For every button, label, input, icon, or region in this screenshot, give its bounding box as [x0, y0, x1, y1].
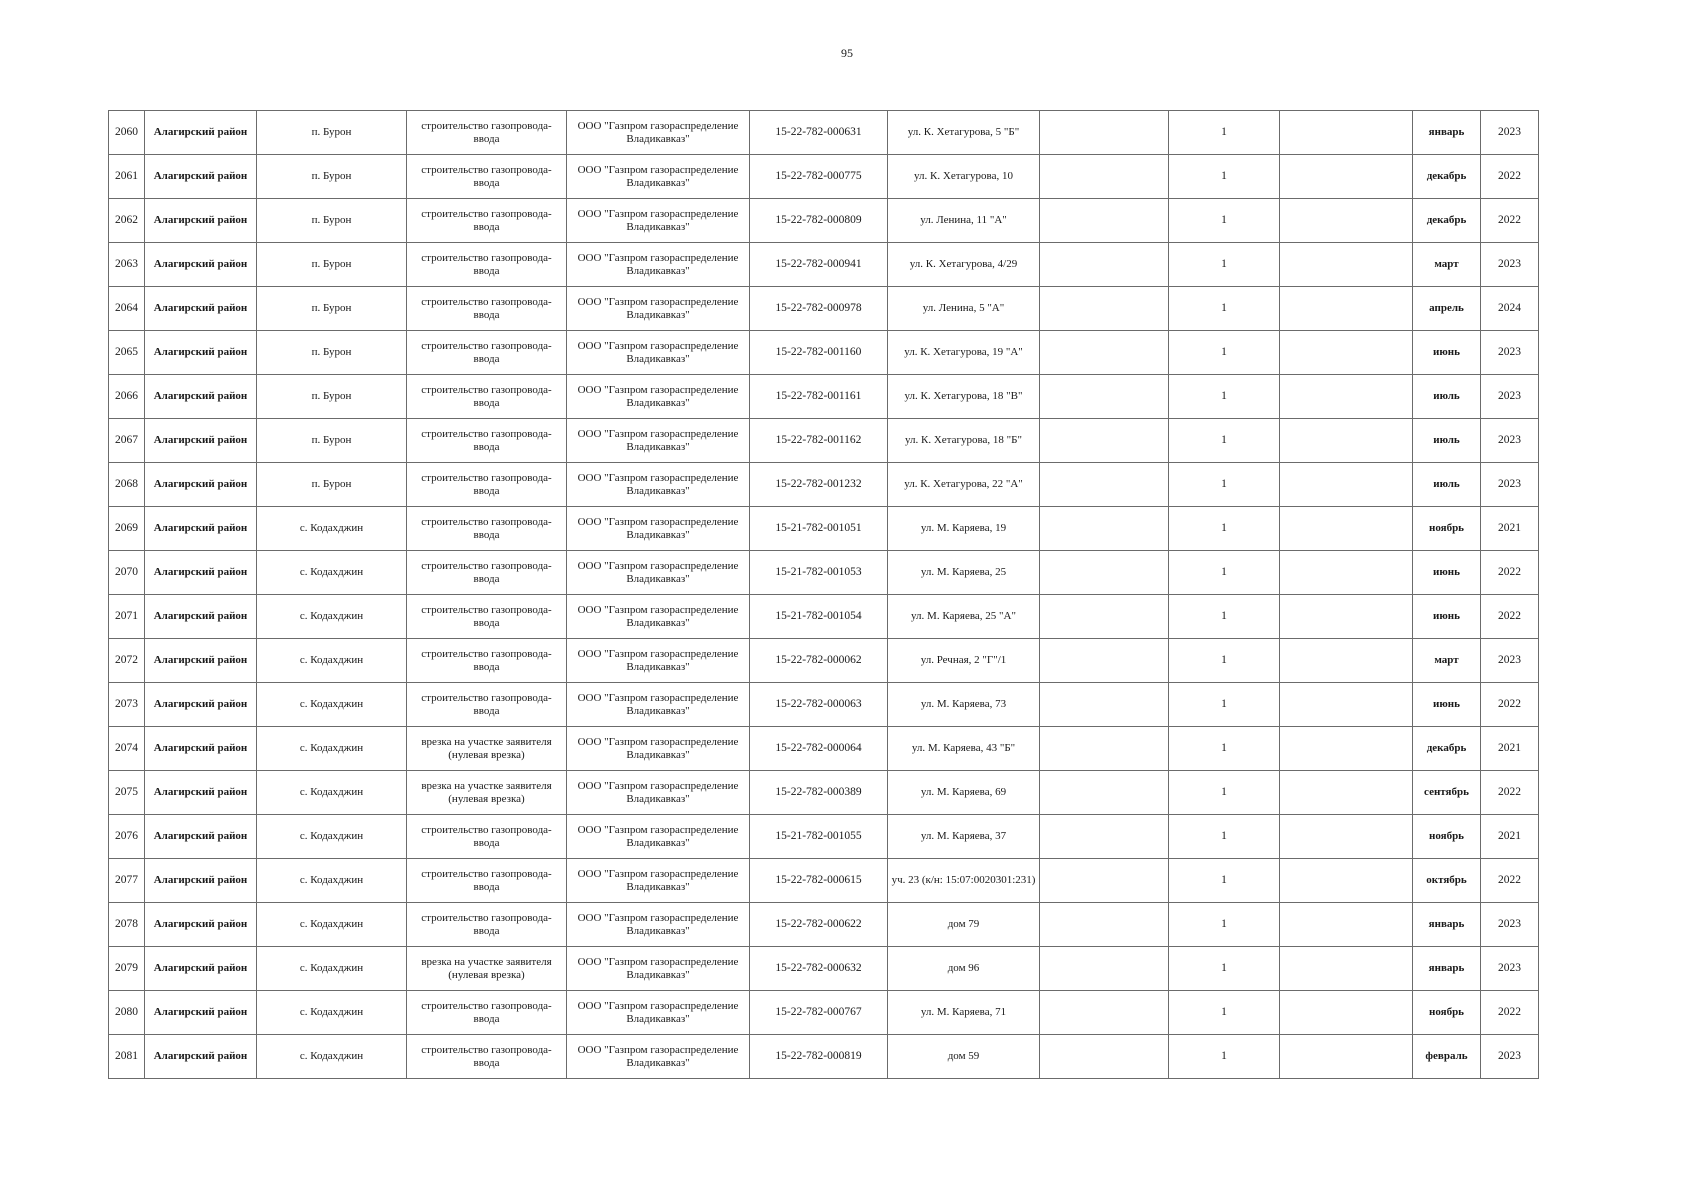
- empty-cell: [1280, 419, 1413, 463]
- application-number-cell: 15-21-782-001053: [750, 551, 888, 595]
- organization-cell: ООО "Газпром газораспределение Владикавказ": [567, 111, 750, 155]
- month-cell: июль: [1413, 463, 1481, 507]
- address-cell: ул. К. Хетагурова, 5 "Б": [888, 111, 1040, 155]
- year-cell: 2023: [1481, 375, 1539, 419]
- organization-cell: ООО "Газпром газораспределение Владикавказ": [567, 1035, 750, 1079]
- work-type-cell: строительство газопровода-ввода: [407, 111, 567, 155]
- year-cell: 2022: [1481, 991, 1539, 1035]
- address-cell: ул. М. Каряева, 43 "Б": [888, 727, 1040, 771]
- empty-cell: [1040, 859, 1169, 903]
- empty-cell: [1280, 595, 1413, 639]
- work-type-cell: строительство газопровода-ввода: [407, 331, 567, 375]
- year-cell: 2023: [1481, 243, 1539, 287]
- organization-cell: ООО "Газпром газораспределение Владикавказ": [567, 155, 750, 199]
- application-number-cell: 15-21-782-001051: [750, 507, 888, 551]
- table-row: [109, 243, 1539, 287]
- quantity-cell: 1: [1169, 991, 1280, 1035]
- organization-cell: ООО "Газпром газораспределение Владикавказ": [567, 859, 750, 903]
- empty-cell: [1280, 683, 1413, 727]
- row-number-cell: 2078: [109, 903, 145, 947]
- settlement-cell: с. Кодахджин: [257, 991, 407, 1035]
- empty-cell: [1040, 155, 1169, 199]
- quantity-cell: 1: [1169, 155, 1280, 199]
- address-cell: ул. Ленина, 11 "А": [888, 199, 1040, 243]
- empty-cell: [1040, 111, 1169, 155]
- row-number-cell: 2070: [109, 551, 145, 595]
- empty-cell: [1280, 639, 1413, 683]
- empty-cell: [1040, 551, 1169, 595]
- table-row: [109, 463, 1539, 507]
- empty-cell: [1040, 947, 1169, 991]
- month-cell: февраль: [1413, 1035, 1481, 1079]
- row-number-cell: 2066: [109, 375, 145, 419]
- work-type-cell: строительство газопровода-ввода: [407, 859, 567, 903]
- district-cell: Алагирский район: [145, 375, 257, 419]
- month-cell: июнь: [1413, 331, 1481, 375]
- organization-cell: ООО "Газпром газораспределение Владикавказ": [567, 683, 750, 727]
- address-cell: уч. 23 (к/н: 15:07:0020301:231): [888, 859, 1040, 903]
- quantity-cell: 1: [1169, 111, 1280, 155]
- district-cell: Алагирский район: [145, 991, 257, 1035]
- month-cell: январь: [1413, 903, 1481, 947]
- address-cell: ул. К. Хетагурова, 22 "А": [888, 463, 1040, 507]
- address-cell: ул. Ленина, 5 "А": [888, 287, 1040, 331]
- row-number-cell: 2060: [109, 111, 145, 155]
- month-cell: июнь: [1413, 551, 1481, 595]
- table-row: [109, 815, 1539, 859]
- quantity-cell: 1: [1169, 727, 1280, 771]
- empty-cell: [1040, 243, 1169, 287]
- work-type-cell: строительство газопровода-ввода: [407, 1035, 567, 1079]
- settlement-cell: п. Бурон: [257, 331, 407, 375]
- settlement-cell: с. Кодахджин: [257, 815, 407, 859]
- application-number-cell: 15-21-782-001054: [750, 595, 888, 639]
- settlement-cell: с. Кодахджин: [257, 903, 407, 947]
- work-type-cell: строительство газопровода-ввода: [407, 419, 567, 463]
- table-row: [109, 727, 1539, 771]
- table-row: [109, 551, 1539, 595]
- empty-cell: [1040, 507, 1169, 551]
- organization-cell: ООО "Газпром газораспределение Владикавказ": [567, 419, 750, 463]
- row-number-cell: 2067: [109, 419, 145, 463]
- application-number-cell: 15-22-782-000389: [750, 771, 888, 815]
- month-cell: ноябрь: [1413, 991, 1481, 1035]
- settlement-cell: п. Бурон: [257, 111, 407, 155]
- year-cell: 2022: [1481, 771, 1539, 815]
- address-cell: ул. М. Каряева, 25 "А": [888, 595, 1040, 639]
- settlement-cell: с. Кодахджин: [257, 859, 407, 903]
- table-row: [109, 287, 1539, 331]
- address-cell: ул. К. Хетагурова, 19 "А": [888, 331, 1040, 375]
- quantity-cell: 1: [1169, 199, 1280, 243]
- organization-cell: ООО "Газпром газораспределение Владикавказ": [567, 199, 750, 243]
- quantity-cell: 1: [1169, 551, 1280, 595]
- settlement-cell: с. Кодахджин: [257, 683, 407, 727]
- month-cell: декабрь: [1413, 155, 1481, 199]
- address-cell: ул. К. Хетагурова, 4/29: [888, 243, 1040, 287]
- empty-cell: [1040, 463, 1169, 507]
- year-cell: 2022: [1481, 155, 1539, 199]
- gas-connection-table: [108, 110, 1539, 1079]
- empty-cell: [1040, 991, 1169, 1035]
- month-cell: июнь: [1413, 595, 1481, 639]
- district-cell: Алагирский район: [145, 727, 257, 771]
- empty-cell: [1040, 683, 1169, 727]
- quantity-cell: 1: [1169, 947, 1280, 991]
- empty-cell: [1040, 1035, 1169, 1079]
- empty-cell: [1040, 903, 1169, 947]
- month-cell: июнь: [1413, 683, 1481, 727]
- year-cell: 2021: [1481, 727, 1539, 771]
- empty-cell: [1280, 727, 1413, 771]
- quantity-cell: 1: [1169, 287, 1280, 331]
- address-cell: ул. К. Хетагурова, 18 "Б": [888, 419, 1040, 463]
- table-row: [109, 947, 1539, 991]
- row-number-cell: 2065: [109, 331, 145, 375]
- year-cell: 2024: [1481, 287, 1539, 331]
- organization-cell: ООО "Газпром газораспределение Владикавказ": [567, 639, 750, 683]
- row-number-cell: 2064: [109, 287, 145, 331]
- work-type-cell: строительство газопровода-ввода: [407, 551, 567, 595]
- quantity-cell: 1: [1169, 1035, 1280, 1079]
- address-cell: дом 59: [888, 1035, 1040, 1079]
- work-type-cell: строительство газопровода-ввода: [407, 507, 567, 551]
- table-row: [109, 507, 1539, 551]
- table-body: [109, 111, 1539, 1079]
- application-number-cell: 15-22-782-001232: [750, 463, 888, 507]
- settlement-cell: с. Кодахджин: [257, 771, 407, 815]
- empty-cell: [1040, 639, 1169, 683]
- work-type-cell: врезка на участке заявителя (нулевая врезка): [407, 727, 567, 771]
- table-row: [109, 155, 1539, 199]
- quantity-cell: 1: [1169, 859, 1280, 903]
- empty-cell: [1280, 155, 1413, 199]
- application-number-cell: 15-22-782-000062: [750, 639, 888, 683]
- empty-cell: [1280, 991, 1413, 1035]
- row-number-cell: 2079: [109, 947, 145, 991]
- page-number: 95: [841, 46, 853, 60]
- month-cell: декабрь: [1413, 727, 1481, 771]
- organization-cell: ООО "Газпром газораспределение Владикавказ": [567, 551, 750, 595]
- table-row: [109, 111, 1539, 155]
- year-cell: 2023: [1481, 331, 1539, 375]
- settlement-cell: п. Бурон: [257, 243, 407, 287]
- application-number-cell: 15-22-782-001160: [750, 331, 888, 375]
- empty-cell: [1280, 331, 1413, 375]
- month-cell: апрель: [1413, 287, 1481, 331]
- district-cell: Алагирский район: [145, 155, 257, 199]
- organization-cell: ООО "Газпром газораспределение Владикавказ": [567, 947, 750, 991]
- empty-cell: [1280, 463, 1413, 507]
- settlement-cell: п. Бурон: [257, 287, 407, 331]
- settlement-cell: с. Кодахджин: [257, 1035, 407, 1079]
- application-number-cell: 15-21-782-001055: [750, 815, 888, 859]
- empty-cell: [1280, 903, 1413, 947]
- address-cell: ул. М. Каряева, 73: [888, 683, 1040, 727]
- empty-cell: [1280, 199, 1413, 243]
- settlement-cell: п. Бурон: [257, 199, 407, 243]
- work-type-cell: строительство газопровода-ввода: [407, 243, 567, 287]
- table-row: [109, 419, 1539, 463]
- row-number-cell: 2071: [109, 595, 145, 639]
- month-cell: декабрь: [1413, 199, 1481, 243]
- work-type-cell: врезка на участке заявителя (нулевая врезка): [407, 771, 567, 815]
- row-number-cell: 2063: [109, 243, 145, 287]
- empty-cell: [1040, 287, 1169, 331]
- table-row: [109, 639, 1539, 683]
- empty-cell: [1040, 419, 1169, 463]
- month-cell: июль: [1413, 419, 1481, 463]
- quantity-cell: 1: [1169, 375, 1280, 419]
- table-row: [109, 1035, 1539, 1079]
- application-number-cell: 15-22-782-000978: [750, 287, 888, 331]
- application-number-cell: 15-22-782-000775: [750, 155, 888, 199]
- quantity-cell: 1: [1169, 683, 1280, 727]
- empty-cell: [1040, 727, 1169, 771]
- row-number-cell: 2081: [109, 1035, 145, 1079]
- organization-cell: ООО "Газпром газораспределение Владикавказ": [567, 331, 750, 375]
- row-number-cell: 2073: [109, 683, 145, 727]
- year-cell: 2023: [1481, 111, 1539, 155]
- district-cell: Алагирский район: [145, 639, 257, 683]
- empty-cell: [1280, 815, 1413, 859]
- work-type-cell: строительство газопровода-ввода: [407, 287, 567, 331]
- table-row: [109, 683, 1539, 727]
- month-cell: январь: [1413, 111, 1481, 155]
- empty-cell: [1280, 287, 1413, 331]
- settlement-cell: с. Кодахджин: [257, 595, 407, 639]
- empty-cell: [1040, 815, 1169, 859]
- district-cell: Алагирский район: [145, 419, 257, 463]
- work-type-cell: строительство газопровода-ввода: [407, 639, 567, 683]
- table-row: [109, 199, 1539, 243]
- address-cell: дом 96: [888, 947, 1040, 991]
- quantity-cell: 1: [1169, 595, 1280, 639]
- work-type-cell: строительство газопровода-ввода: [407, 991, 567, 1035]
- year-cell: 2023: [1481, 639, 1539, 683]
- organization-cell: ООО "Газпром газораспределение Владикавказ": [567, 727, 750, 771]
- district-cell: Алагирский район: [145, 947, 257, 991]
- empty-cell: [1040, 199, 1169, 243]
- application-number-cell: 15-22-782-001162: [750, 419, 888, 463]
- settlement-cell: с. Кодахджин: [257, 727, 407, 771]
- work-type-cell: строительство газопровода-ввода: [407, 155, 567, 199]
- district-cell: Алагирский район: [145, 331, 257, 375]
- work-type-cell: строительство газопровода-ввода: [407, 815, 567, 859]
- table-row: [109, 595, 1539, 639]
- empty-cell: [1280, 771, 1413, 815]
- work-type-cell: строительство газопровода-ввода: [407, 595, 567, 639]
- district-cell: Алагирский район: [145, 111, 257, 155]
- organization-cell: ООО "Газпром газораспределение Владикавказ": [567, 507, 750, 551]
- organization-cell: ООО "Газпром газораспределение Владикавказ": [567, 595, 750, 639]
- quantity-cell: 1: [1169, 815, 1280, 859]
- address-cell: ул. М. Каряева, 69: [888, 771, 1040, 815]
- address-cell: ул. М. Каряева, 19: [888, 507, 1040, 551]
- settlement-cell: п. Бурон: [257, 375, 407, 419]
- quantity-cell: 1: [1169, 331, 1280, 375]
- application-number-cell: 15-22-782-000615: [750, 859, 888, 903]
- row-number-cell: 2069: [109, 507, 145, 551]
- empty-cell: [1040, 375, 1169, 419]
- month-cell: январь: [1413, 947, 1481, 991]
- empty-cell: [1040, 771, 1169, 815]
- settlement-cell: с. Кодахджин: [257, 639, 407, 683]
- settlement-cell: с. Кодахджин: [257, 947, 407, 991]
- organization-cell: ООО "Газпром газораспределение Владикавказ": [567, 375, 750, 419]
- year-cell: 2023: [1481, 903, 1539, 947]
- district-cell: Алагирский район: [145, 287, 257, 331]
- address-cell: дом 79: [888, 903, 1040, 947]
- empty-cell: [1280, 947, 1413, 991]
- row-number-cell: 2077: [109, 859, 145, 903]
- organization-cell: ООО "Газпром газораспределение Владикавказ": [567, 771, 750, 815]
- district-cell: Алагирский район: [145, 595, 257, 639]
- application-number-cell: 15-22-782-000767: [750, 991, 888, 1035]
- month-cell: ноябрь: [1413, 507, 1481, 551]
- settlement-cell: с. Кодахджин: [257, 551, 407, 595]
- row-number-cell: 2061: [109, 155, 145, 199]
- empty-cell: [1280, 243, 1413, 287]
- work-type-cell: строительство газопровода-ввода: [407, 683, 567, 727]
- quantity-cell: 1: [1169, 419, 1280, 463]
- settlement-cell: п. Бурон: [257, 419, 407, 463]
- year-cell: 2022: [1481, 199, 1539, 243]
- row-number-cell: 2075: [109, 771, 145, 815]
- month-cell: март: [1413, 639, 1481, 683]
- address-cell: ул. М. Каряева, 71: [888, 991, 1040, 1035]
- empty-cell: [1280, 1035, 1413, 1079]
- year-cell: 2023: [1481, 419, 1539, 463]
- month-cell: ноябрь: [1413, 815, 1481, 859]
- settlement-cell: с. Кодахджин: [257, 507, 407, 551]
- row-number-cell: 2062: [109, 199, 145, 243]
- application-number-cell: 15-22-782-000064: [750, 727, 888, 771]
- row-number-cell: 2074: [109, 727, 145, 771]
- application-number-cell: 15-22-782-000622: [750, 903, 888, 947]
- quantity-cell: 1: [1169, 507, 1280, 551]
- year-cell: 2022: [1481, 683, 1539, 727]
- district-cell: Алагирский район: [145, 199, 257, 243]
- district-cell: Алагирский район: [145, 507, 257, 551]
- row-number-cell: 2080: [109, 991, 145, 1035]
- row-number-cell: 2072: [109, 639, 145, 683]
- work-type-cell: строительство газопровода-ввода: [407, 463, 567, 507]
- organization-cell: ООО "Газпром газораспределение Владикавказ": [567, 287, 750, 331]
- empty-cell: [1280, 375, 1413, 419]
- year-cell: 2023: [1481, 947, 1539, 991]
- table-row: [109, 771, 1539, 815]
- application-number-cell: 15-22-782-000809: [750, 199, 888, 243]
- year-cell: 2021: [1481, 507, 1539, 551]
- organization-cell: ООО "Газпром газораспределение Владикавказ": [567, 991, 750, 1035]
- empty-cell: [1040, 331, 1169, 375]
- district-cell: Алагирский район: [145, 683, 257, 727]
- address-cell: ул. Речная, 2 "Г"/1: [888, 639, 1040, 683]
- district-cell: Алагирский район: [145, 463, 257, 507]
- organization-cell: ООО "Газпром газораспределение Владикавказ": [567, 903, 750, 947]
- organization-cell: ООО "Газпром газораспределение Владикавказ": [567, 463, 750, 507]
- empty-cell: [1280, 859, 1413, 903]
- row-number-cell: 2068: [109, 463, 145, 507]
- district-cell: Алагирский район: [145, 1035, 257, 1079]
- table-row: [109, 991, 1539, 1035]
- address-cell: ул. К. Хетагурова, 18 "В": [888, 375, 1040, 419]
- work-type-cell: врезка на участке заявителя (нулевая врезка): [407, 947, 567, 991]
- district-cell: Алагирский район: [145, 771, 257, 815]
- settlement-cell: п. Бурон: [257, 155, 407, 199]
- year-cell: 2023: [1481, 463, 1539, 507]
- work-type-cell: строительство газопровода-ввода: [407, 903, 567, 947]
- month-cell: март: [1413, 243, 1481, 287]
- application-number-cell: 15-22-782-000631: [750, 111, 888, 155]
- quantity-cell: 1: [1169, 639, 1280, 683]
- address-cell: ул. М. Каряева, 37: [888, 815, 1040, 859]
- table-row: [109, 375, 1539, 419]
- organization-cell: ООО "Газпром газораспределение Владикавказ": [567, 815, 750, 859]
- empty-cell: [1040, 595, 1169, 639]
- table-row: [109, 859, 1539, 903]
- quantity-cell: 1: [1169, 463, 1280, 507]
- quantity-cell: 1: [1169, 903, 1280, 947]
- year-cell: 2021: [1481, 815, 1539, 859]
- application-number-cell: 15-22-782-000063: [750, 683, 888, 727]
- month-cell: сентябрь: [1413, 771, 1481, 815]
- empty-cell: [1280, 111, 1413, 155]
- year-cell: 2022: [1481, 595, 1539, 639]
- district-cell: Алагирский район: [145, 243, 257, 287]
- district-cell: Алагирский район: [145, 859, 257, 903]
- application-number-cell: 15-22-782-000632: [750, 947, 888, 991]
- empty-cell: [1280, 507, 1413, 551]
- row-number-cell: 2076: [109, 815, 145, 859]
- application-number-cell: 15-22-782-001161: [750, 375, 888, 419]
- address-cell: ул. М. Каряева, 25: [888, 551, 1040, 595]
- address-cell: ул. К. Хетагурова, 10: [888, 155, 1040, 199]
- year-cell: 2022: [1481, 551, 1539, 595]
- year-cell: 2022: [1481, 859, 1539, 903]
- table-row: [109, 331, 1539, 375]
- quantity-cell: 1: [1169, 243, 1280, 287]
- settlement-cell: п. Бурон: [257, 463, 407, 507]
- work-type-cell: строительство газопровода-ввода: [407, 199, 567, 243]
- work-type-cell: строительство газопровода-ввода: [407, 375, 567, 419]
- organization-cell: ООО "Газпром газораспределение Владикавказ": [567, 243, 750, 287]
- month-cell: июль: [1413, 375, 1481, 419]
- district-cell: Алагирский район: [145, 815, 257, 859]
- quantity-cell: 1: [1169, 771, 1280, 815]
- table-row: [109, 903, 1539, 947]
- empty-cell: [1280, 551, 1413, 595]
- district-cell: Алагирский район: [145, 551, 257, 595]
- district-cell: Алагирский район: [145, 903, 257, 947]
- application-number-cell: 15-22-782-000941: [750, 243, 888, 287]
- year-cell: 2023: [1481, 1035, 1539, 1079]
- month-cell: октябрь: [1413, 859, 1481, 903]
- application-number-cell: 15-22-782-000819: [750, 1035, 888, 1079]
